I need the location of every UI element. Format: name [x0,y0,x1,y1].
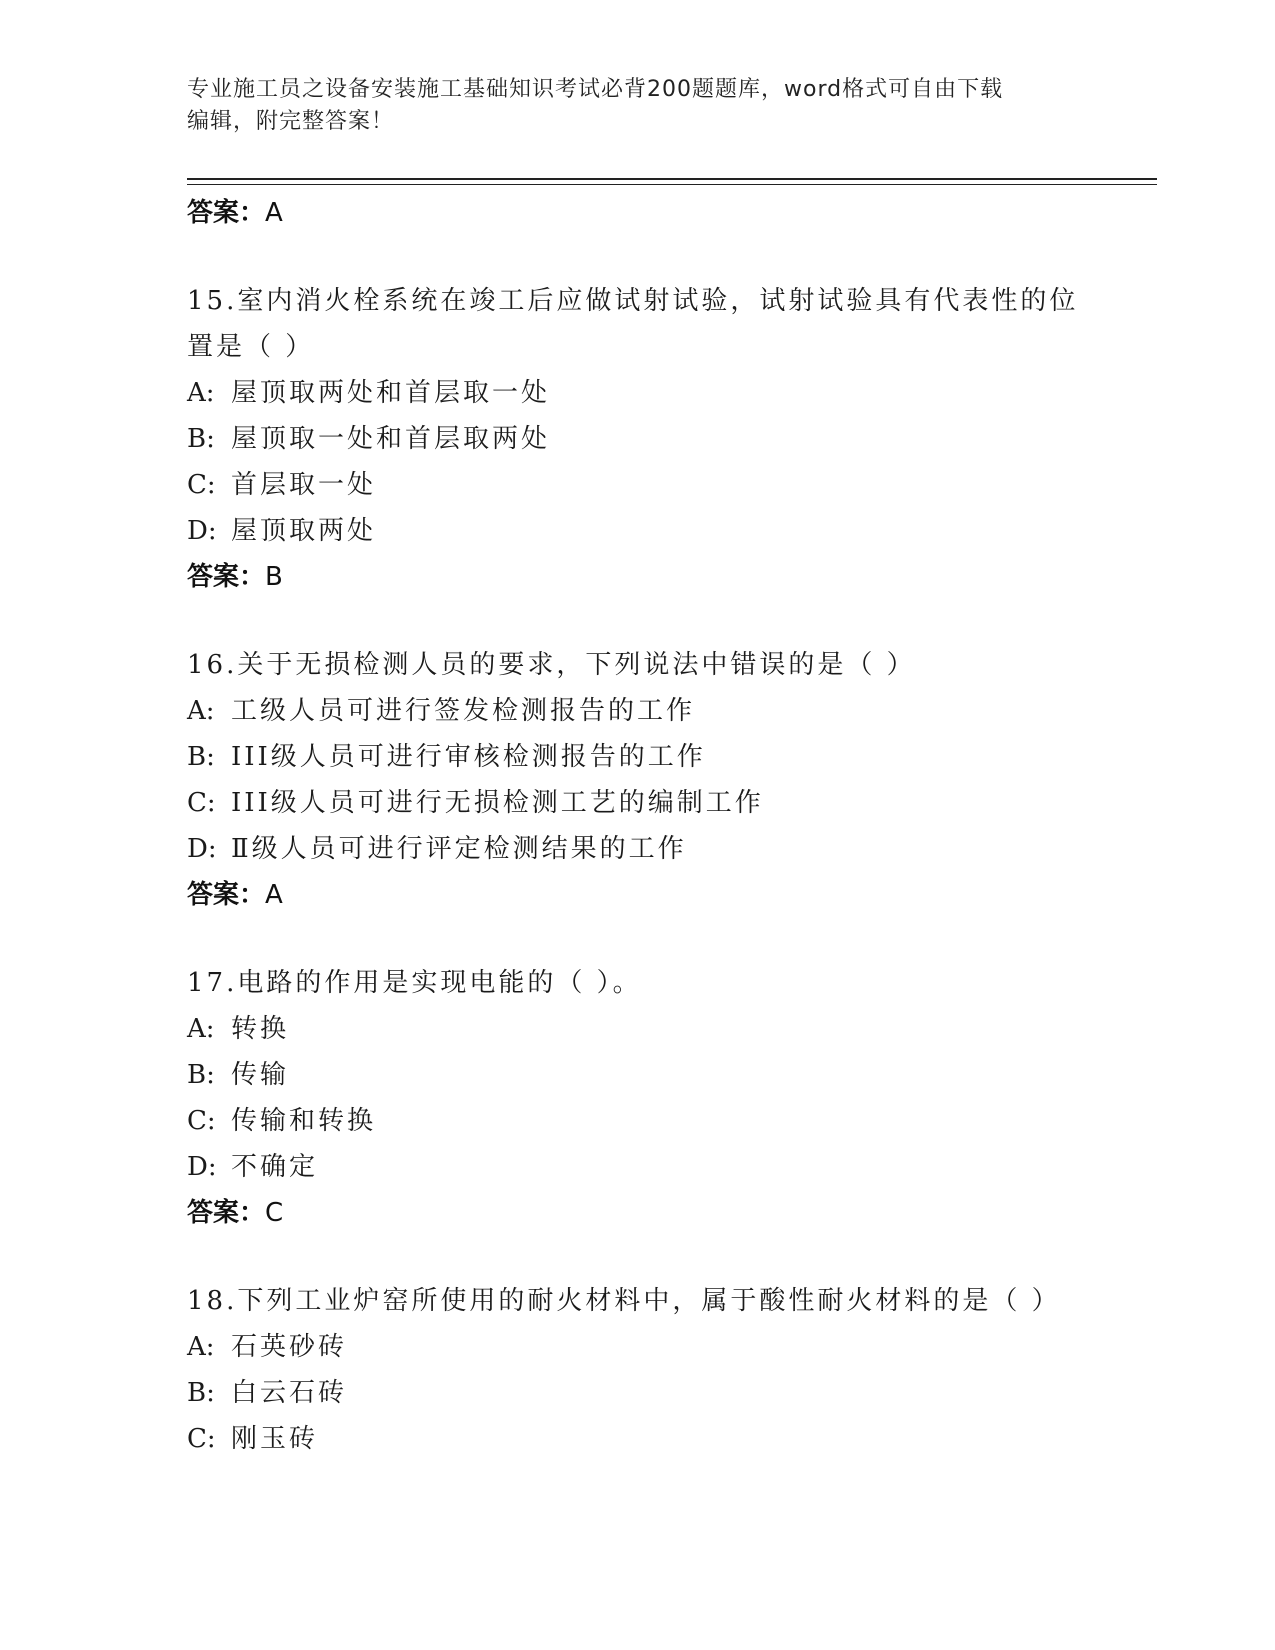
option-d [187,1144,1087,1190]
option-b [187,1052,1087,1098]
question-text: 18.下列工业炉窑所使用的耐火材料中，属于酸性耐火材料的是（ ） [187,1286,1061,1316]
option-letter: D: [187,834,217,864]
question-16 [187,642,1087,918]
option-text: 不确定 [231,1152,319,1182]
answer-value: B [265,562,283,592]
document-header [187,74,1087,138]
option-letter: C: [187,788,216,818]
option-c [187,1416,1087,1462]
option-text: 转换 [231,1014,290,1044]
option-text: 刚玉砖 [231,1424,319,1454]
answer-value: A [265,880,283,910]
option-b [187,1370,1087,1416]
answer-line [187,554,1087,600]
question-15 [187,278,1087,600]
question-18 [187,1278,1087,1462]
option-c [187,462,1087,508]
option-a [187,1324,1087,1370]
option-letter: B: [187,424,215,454]
option-a [187,688,1087,734]
option-letter: A: [187,1332,215,1362]
answer-value: A [265,198,283,228]
option-b [187,416,1087,462]
option-text: 屋顶取一处和首层取两处 [231,424,551,454]
option-letter: C: [187,1424,216,1454]
option-text: III级人员可进行审核检测报告的工作 [231,742,706,772]
option-text: 传输 [231,1060,290,1090]
option-text: 首层取一处 [231,470,377,500]
header-line-1: 专业施工员之设备安装施工基础知识考试必背200题题库，word格式可自由下载 [187,77,1004,102]
option-letter: A: [187,1014,215,1044]
option-letter: A: [187,378,215,408]
answer-line [187,872,1087,918]
option-c [187,1098,1087,1144]
option-d [187,508,1087,554]
option-d [187,826,1087,872]
question-17 [187,960,1087,1236]
question-text: 16.关于无损检测人员的要求，下列说法中错误的是（ ） [187,650,916,680]
header-divider [187,178,1157,180]
answer-label: 答案： [187,880,266,910]
header-divider-thin [187,184,1157,185]
answer-label: 答案： [187,562,266,592]
question-text: 17.电路的作用是实现电能的（ ）。 [187,968,642,998]
option-letter: B: [187,1378,215,1408]
option-c [187,780,1087,826]
option-text: 传输和转换 [231,1106,377,1136]
answer-value: C [265,1198,284,1228]
option-b [187,734,1087,780]
answer-label: 答案： [187,198,266,228]
option-text: 屋顶取两处和首层取一处 [231,378,551,408]
option-letter: D: [187,516,217,546]
option-letter: B: [187,1060,215,1090]
option-text: 石英砂砖 [231,1332,348,1362]
option-a [187,370,1087,416]
question-list [187,190,1087,1462]
option-letter: A: [187,696,215,726]
answer-line [187,190,1087,236]
option-letter: C: [187,470,216,500]
option-text: 白云石砖 [231,1378,348,1408]
answer-line [187,1190,1087,1236]
header-line-2: 编辑，附完整答案！ [187,109,395,134]
question-text: 15.室内消火栓系统在竣工后应做试射试验，试射试验具有代表性的位 [187,286,1079,316]
option-text: III级人员可进行无损检测工艺的编制工作 [231,788,764,818]
option-text: Ⅱ级人员可进行评定检测结果的工作 [231,834,687,864]
option-letter: C: [187,1106,216,1136]
option-text: 屋顶取两处 [231,516,377,546]
option-text: 工级人员可进行签发检测报告的工作 [231,696,696,726]
option-letter: B: [187,742,215,772]
answer-label: 答案： [187,1198,266,1228]
option-letter: D: [187,1152,217,1182]
question-text-cont: 置是（ ） [187,332,315,362]
option-a [187,1006,1087,1052]
